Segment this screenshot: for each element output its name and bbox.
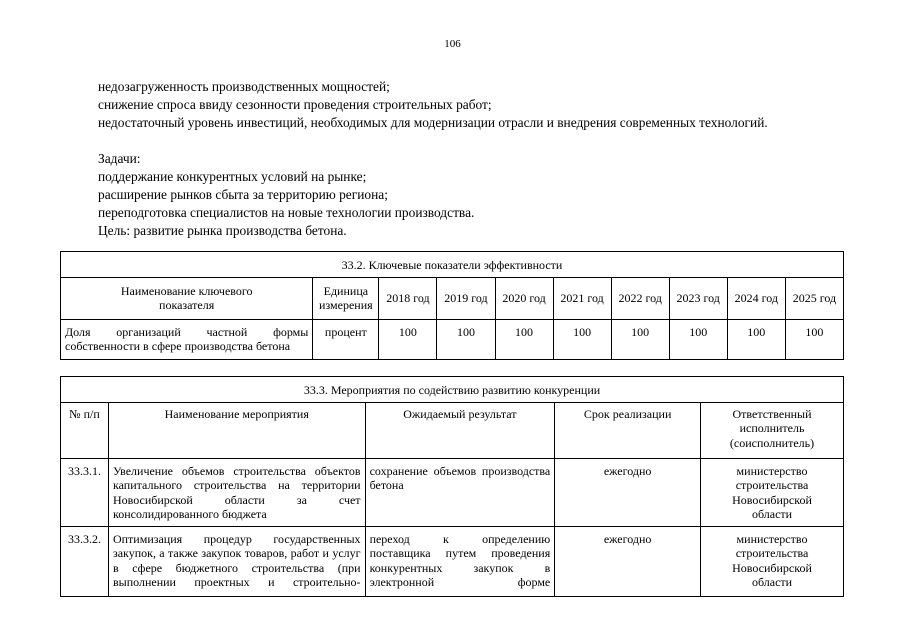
goal-line: Цель: развитие рынка производства бетона. (98, 223, 347, 238)
kpi-header-year: 2022 год (611, 277, 669, 319)
measure-num: 33.3.1. (61, 458, 109, 526)
problem-line-1: недозагруженность производственных мощностей; (98, 79, 390, 94)
kpi-row-name: Доля организаций частной формы собственности в сфере производства бетона (61, 319, 313, 359)
kpi-table-caption: 33.2. Ключевые показатели эффективности (61, 252, 844, 278)
problem-line-2: снижение спроса ввиду сезонности проведения строительных работ; (98, 97, 492, 112)
measures-header-num: № п/п (61, 402, 109, 458)
kpi-value: 100 (785, 319, 843, 359)
kpi-value: 100 (437, 319, 495, 359)
measure-term: ежегодно (555, 526, 701, 596)
measure-num: 33.3.2. (61, 526, 109, 596)
kpi-value: 100 (611, 319, 669, 359)
measures-header-responsible: Ответственный исполнитель (соисполнитель) (701, 402, 844, 458)
kpi-value: 100 (553, 319, 611, 359)
kpi-header-year: 2024 год (727, 277, 785, 319)
task-2: расширение рынков сбыта за территорию региона; (98, 187, 388, 202)
kpi-value: 100 (727, 319, 785, 359)
kpi-header-year: 2021 год (553, 277, 611, 319)
measure-result: сохранение объемов производства бетона (365, 458, 555, 526)
measure-responsible: министерство строительства Новосибирской области (701, 526, 844, 596)
task-1: поддержание конкурентных условий на рынке; (98, 169, 367, 184)
measure-term: ежегодно (555, 458, 701, 526)
page-number: 106 (444, 38, 461, 50)
table-row (61, 458, 844, 526)
kpi-value: 100 (669, 319, 727, 359)
task-3: переподготовка специалистов на новые технологии производства. (98, 205, 475, 220)
measure-name: Увеличение объемов строительства объектов капитального строительства на территории Новосибирской области за счет консолидированного бюджета (108, 458, 365, 526)
measures-table-caption: 33.3. Мероприятия по содействию развитию конкуренции (61, 377, 844, 403)
measures-table (60, 376, 844, 597)
kpi-value: 100 (495, 319, 553, 359)
measure-responsible: министерство строительства Новосибирской области (701, 458, 844, 526)
kpi-header-unit: Единица измерения (313, 277, 379, 319)
kpi-row-unit: процент (313, 319, 379, 359)
measure-result: переход к определению поставщика путем проведения конкурентных закупок в электронной форме (365, 526, 555, 596)
kpi-value: 100 (379, 319, 437, 359)
measures-header-result: Ожидаемый результат (365, 402, 555, 458)
measure-name: Оптимизация процедур государственных закупок, а также закупок товаров, работ и услуг в сфере бюджетного строительства (при выполнении проектных и строительно- (108, 526, 365, 596)
problem-line-3: недостаточный уровень инвестиций, необходимых для модернизации отрасли и внедрения современных технологий. (98, 115, 768, 130)
tasks-heading: Задачи: (98, 151, 141, 166)
measures-header-name: Наименование мероприятия (108, 402, 365, 458)
kpi-header-year: 2020 год (495, 277, 553, 319)
table-row (61, 526, 844, 596)
kpi-header-year: 2023 год (669, 277, 727, 319)
kpi-table (60, 251, 844, 360)
kpi-header-year: 2025 год (785, 277, 843, 319)
kpi-header-year: 2019 год (437, 277, 495, 319)
kpi-header-name: Наименование ключевого показателя (61, 277, 313, 319)
measures-header-term: Срок реализации (555, 402, 701, 458)
kpi-header-year: 2018 год (379, 277, 437, 319)
